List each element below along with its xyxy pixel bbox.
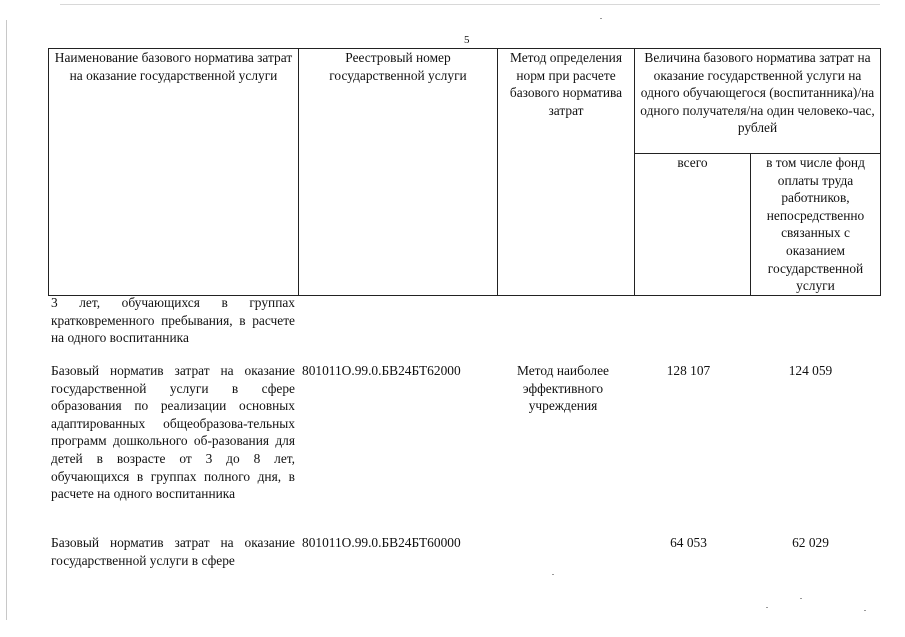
scan-edge — [60, 4, 880, 5]
row-fot: 124 059 — [788, 363, 833, 378]
header-fot: в том числе фонд оплаты труда работников, непосредственно связанных с оказанием государственной услуги — [751, 154, 881, 296]
row-method: Метод наиболее эффективного учреждения — [517, 363, 609, 414]
header-value: Величина базового норматива затрат на оказание государственной услуги на одного обучающегося (воспитанника)/на одного получателя/на один человеко-час, рублей — [635, 49, 881, 154]
page-number: 5 — [464, 34, 470, 46]
header-method: Метод определения норм при расчете базового норматива затрат — [498, 49, 635, 296]
row-name: Базовый норматив затрат на оказание государственной услуги в сфере — [51, 535, 295, 568]
row-registry: 801011О.99.0.БВ24БТ62000 — [302, 363, 461, 378]
row-name: Базовый норматив затрат на оказание государственной услуги в сфере образования по реализации основных адаптированных общеобразова-тельных программ дошкольного об-разования для детей в возрасте от 3 до 8 лет, обучающихся в группах полного дня, в расчете на одного воспитанника — [51, 363, 295, 502]
scan-edge — [6, 20, 7, 620]
header-name: Наименование базового норматива затрат на оказание государственной услуги — [49, 49, 299, 296]
scan-speck — [864, 610, 866, 611]
row-name: 3 лет, обучающихся в группах кратковременного пребывания, в расчете на одного воспитанника — [51, 295, 295, 346]
scan-speck — [552, 574, 554, 575]
row-total: 128 107 — [666, 363, 711, 378]
scan-speck — [766, 607, 768, 608]
row-fot: 62 029 — [792, 535, 829, 550]
scan-speck — [600, 18, 602, 19]
row-total: 64 053 — [670, 535, 707, 550]
table-header — [48, 48, 881, 296]
scan-speck — [800, 598, 802, 599]
header-registry: Реестровый номер государственной услуги — [299, 49, 498, 296]
header-total: всего — [635, 154, 751, 296]
row-registry: 801011О.99.0.БВ24БТ60000 — [302, 535, 461, 550]
